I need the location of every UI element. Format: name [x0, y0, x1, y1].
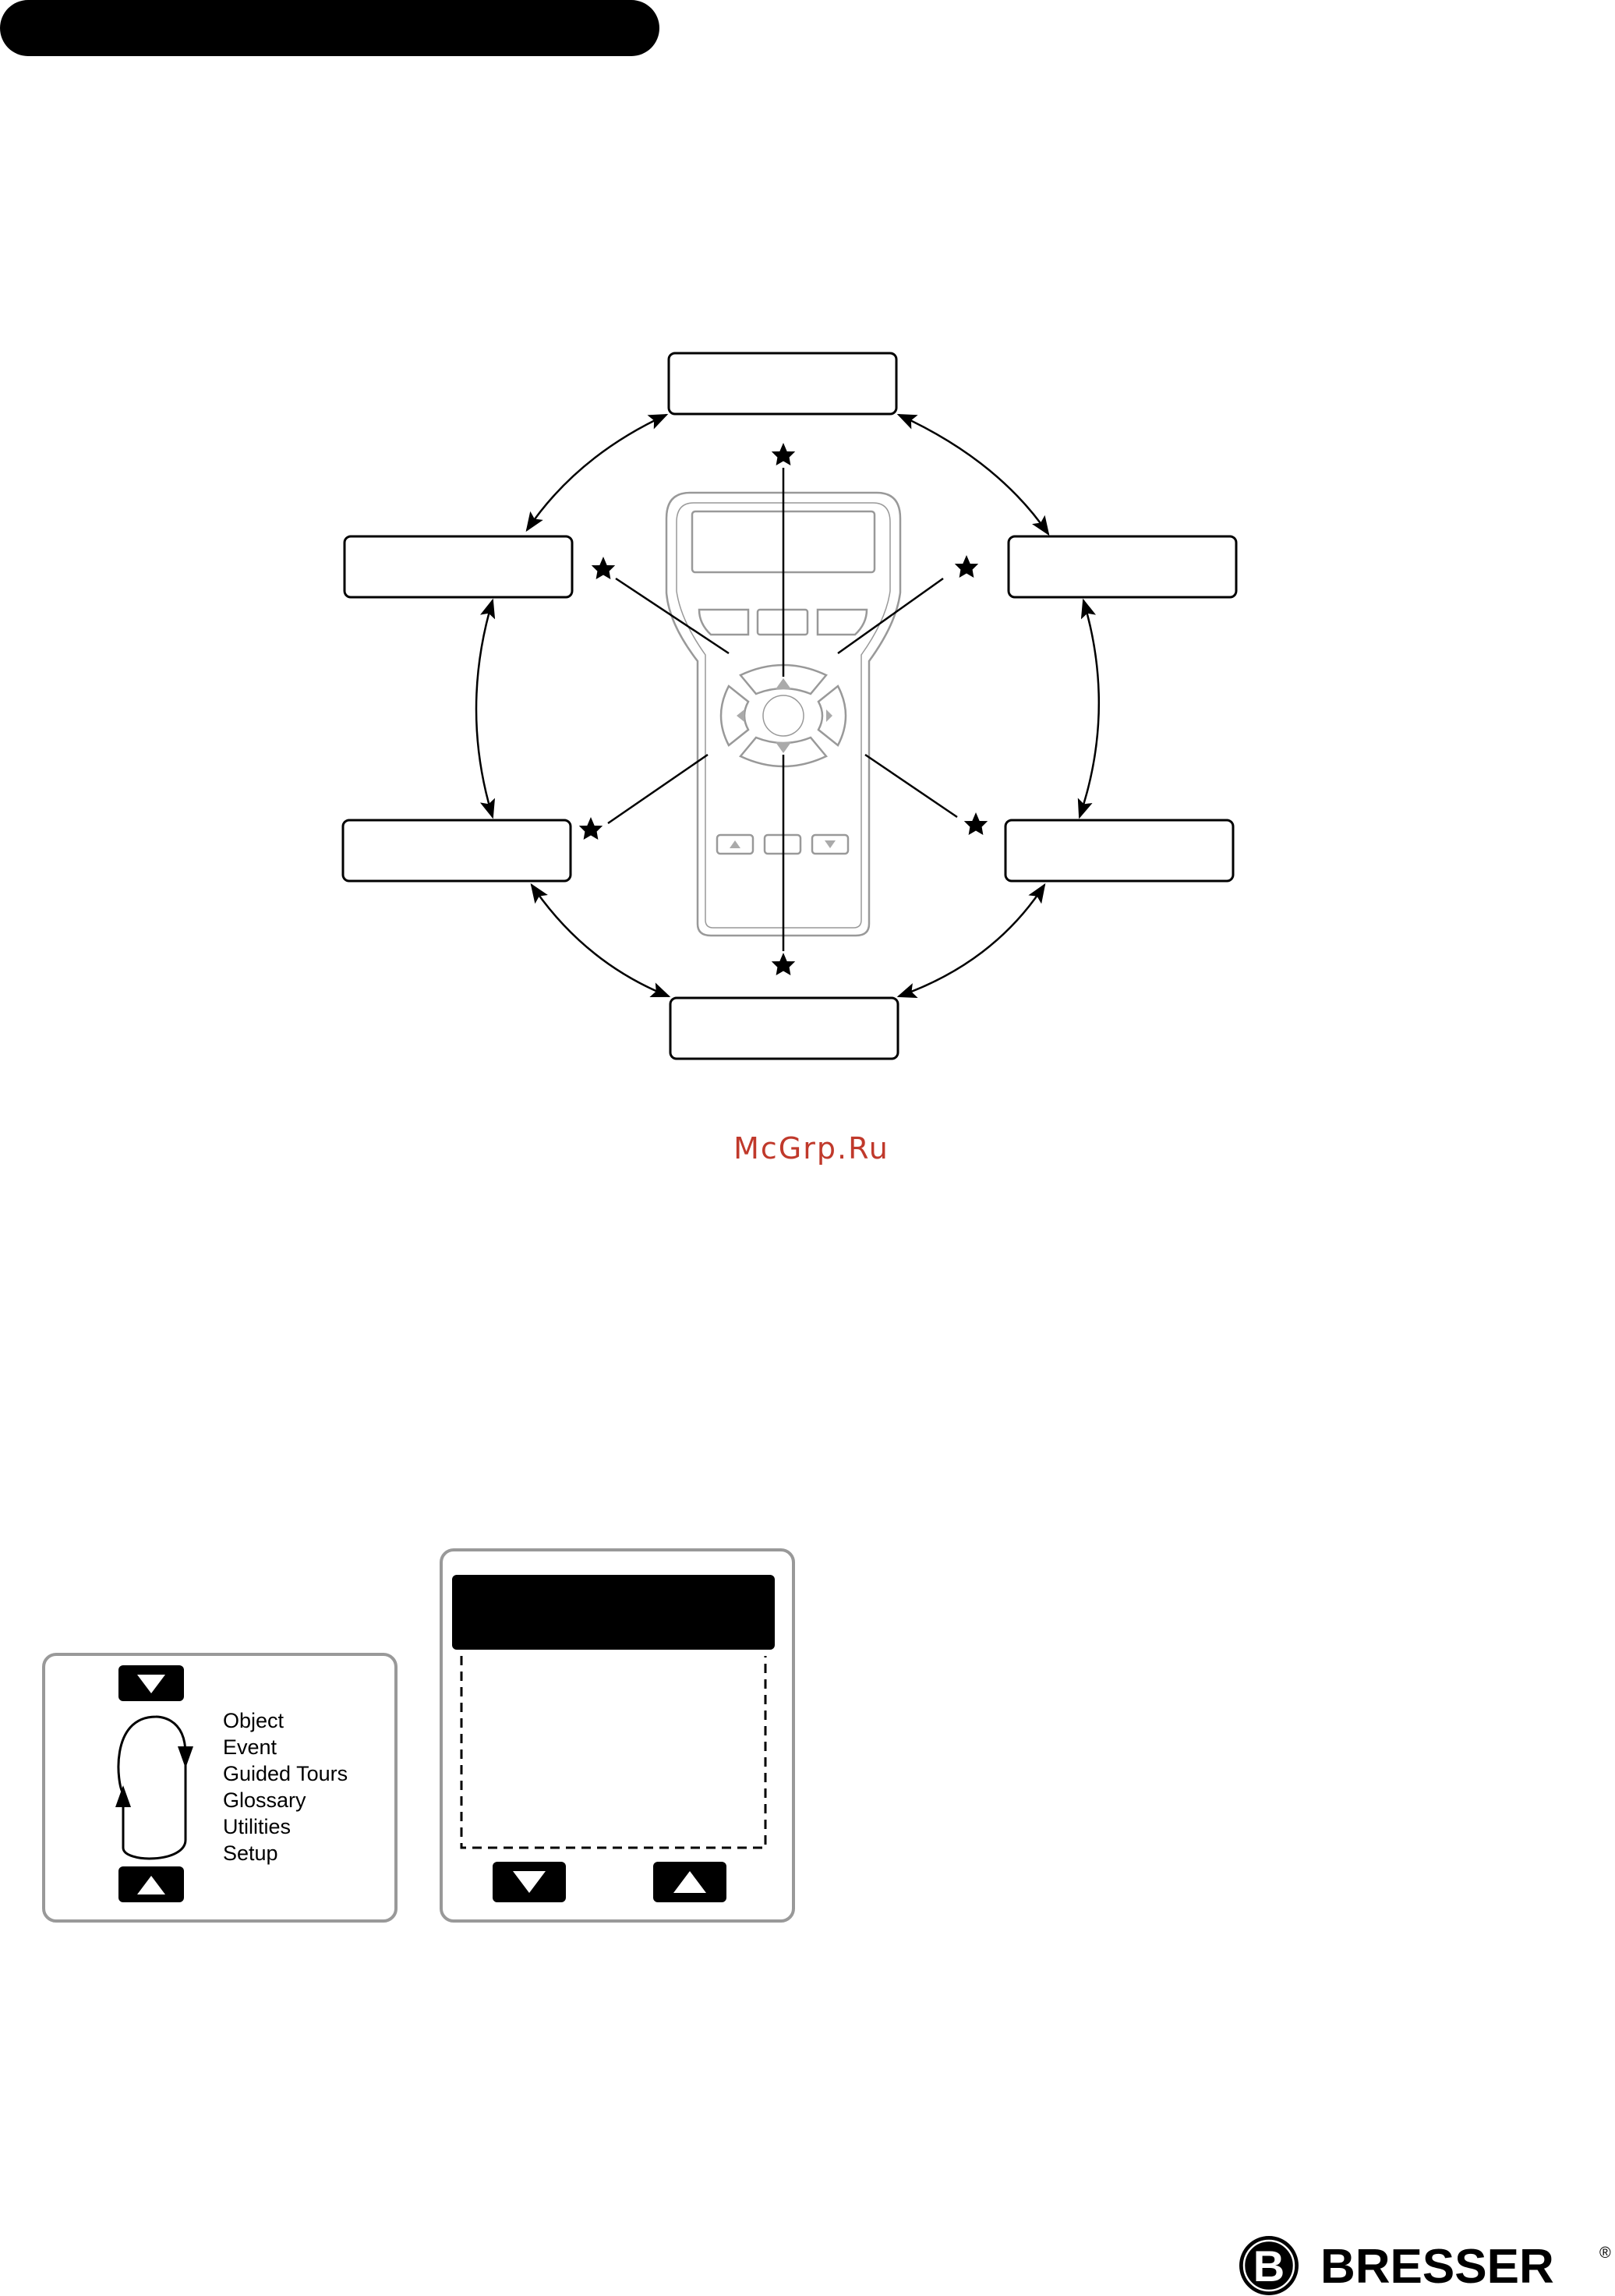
bottom-key-down-arrow-icon	[825, 840, 836, 848]
arrow-upper-left-to-lower-left	[476, 600, 493, 817]
pointer-line-lower-right	[865, 755, 957, 817]
dpad-left-arrow-icon	[737, 709, 744, 722]
dpad-down-arrow-icon	[776, 742, 791, 753]
menu-cycle-frame	[44, 1654, 396, 1921]
arrow-upper-right-to-lower-right	[1080, 600, 1099, 817]
menu-item-object: Object	[223, 1709, 284, 1732]
display-panel	[441, 1550, 793, 1921]
menu-box-top	[669, 353, 896, 414]
arrow-lower-left-to-bottom	[532, 885, 669, 996]
arrow-lower-right-to-bottom	[899, 885, 1044, 996]
star-icon	[772, 953, 795, 975]
menu-diagram	[343, 353, 1236, 1059]
brand-logo	[1239, 2236, 1611, 2295]
controller-soft-key-right	[818, 610, 867, 635]
controller-soft-key-left	[699, 610, 748, 635]
star-icon	[592, 557, 615, 579]
star-icon	[772, 443, 795, 465]
dpad-up-arrow-icon	[776, 678, 791, 689]
menu-item-event: Event	[223, 1735, 277, 1759]
svg-text:B: B	[1253, 2241, 1285, 2291]
menu-item-glossary: Glossary	[223, 1788, 306, 1812]
arrow-top-to-upper-right	[899, 415, 1048, 534]
star-icon	[955, 555, 978, 578]
menu-cycle-panel	[44, 1654, 396, 1921]
dpad-right-arrow-icon	[826, 709, 832, 722]
controller-dpad-center	[763, 695, 804, 736]
menu-box-upper-left	[345, 536, 572, 597]
pointer-line-upper-left	[616, 578, 729, 653]
star-icon	[579, 817, 603, 840]
menu-box-upper-right	[1009, 536, 1236, 597]
pointer-line-lower-left	[608, 755, 708, 823]
brand-name: BRESSER	[1320, 2240, 1554, 2294]
star-icon	[964, 812, 988, 835]
display-header	[452, 1575, 775, 1650]
menu-item-utilities: Utilities	[223, 1815, 292, 1838]
menu-box-lower-left	[343, 820, 571, 881]
menu-item-guided-tours: Guided Tours	[223, 1762, 348, 1785]
watermark: McGrp.Ru	[733, 1131, 889, 1166]
menu-item-setup: Setup	[223, 1841, 278, 1865]
menu-box-lower-right	[1005, 820, 1233, 881]
menu-box-bottom	[670, 998, 898, 1059]
bottom-key-up-arrow-icon	[730, 840, 740, 848]
header-bar	[0, 0, 659, 56]
arrow-top-to-upper-left	[527, 415, 666, 530]
brand-registered-mark: ®	[1599, 2245, 1611, 2262]
